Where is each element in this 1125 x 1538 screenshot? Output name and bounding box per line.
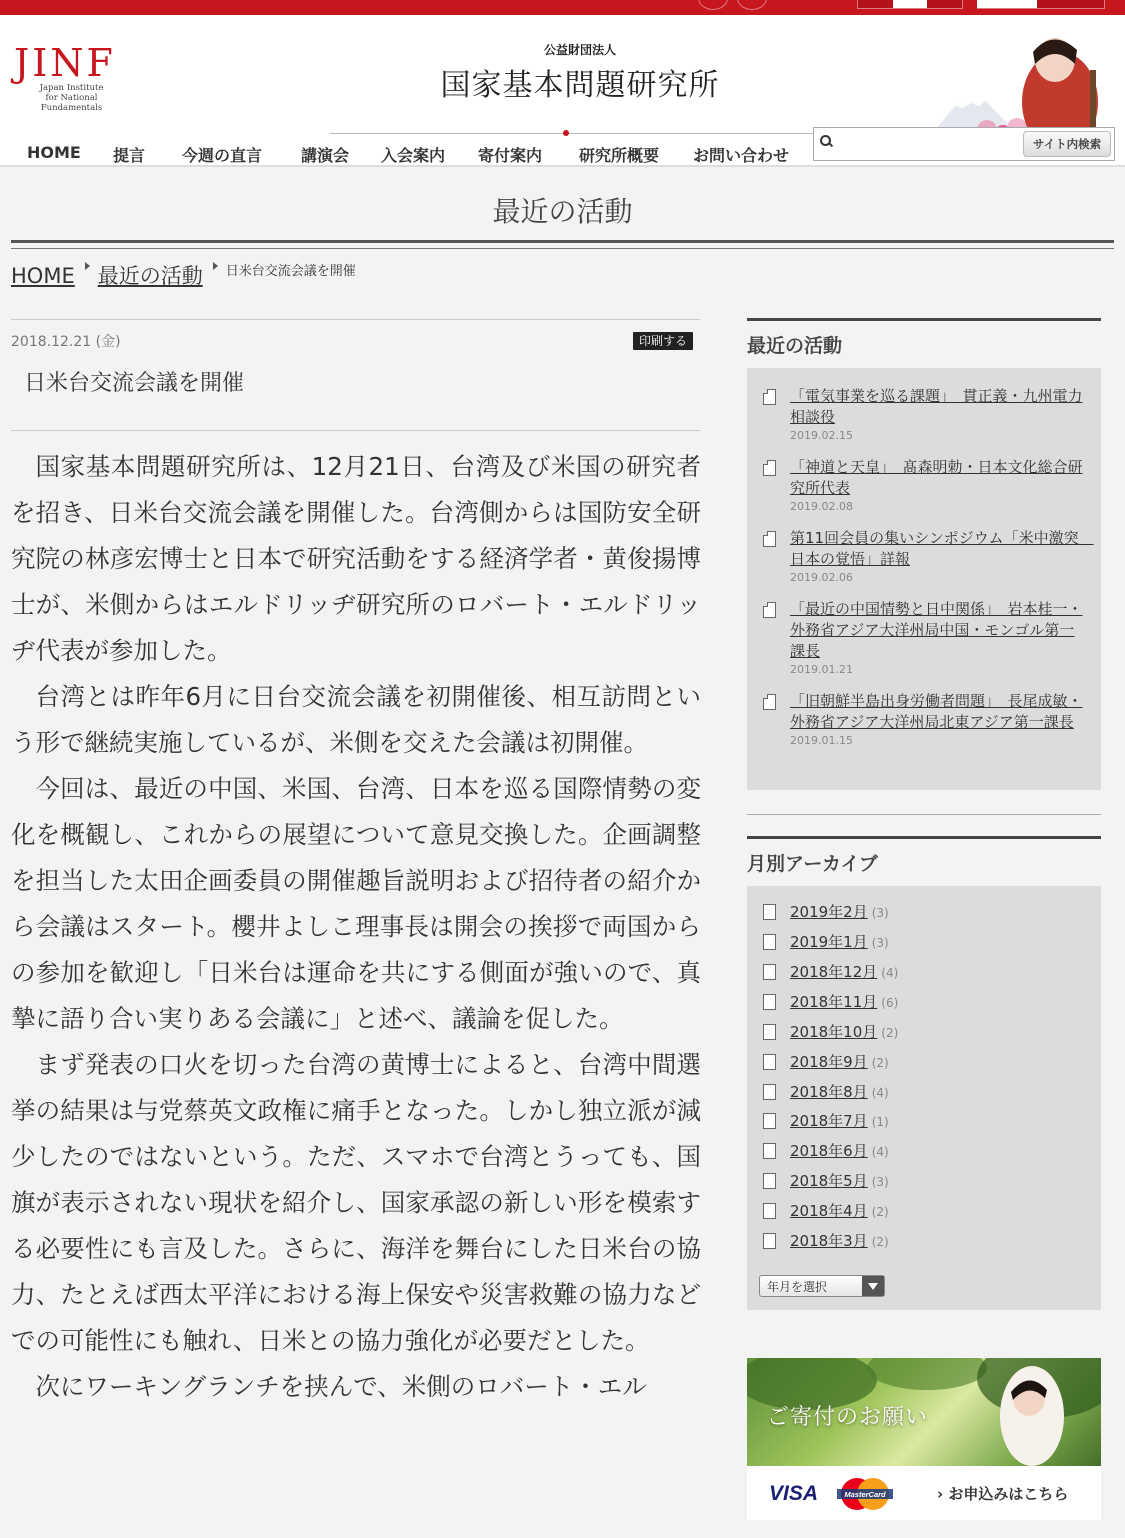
archive-month-select[interactable] xyxy=(759,1275,885,1297)
document-icon xyxy=(763,460,776,476)
archive-item xyxy=(763,931,889,952)
recent-item-link[interactable]: 「旧朝鮮半島出身労働者問題」 長尾成敏・外務省アジア大洋州局北東アジア第一課長 xyxy=(790,692,1083,731)
document-icon xyxy=(763,1203,776,1219)
mastercard-logo-text: MasterCard xyxy=(844,1490,886,1499)
recent-item-date: 2019.02.08 xyxy=(790,500,853,513)
recent-item-date: 2019.02.06 xyxy=(790,571,853,584)
nav-donation[interactable]: 寄付案内 xyxy=(478,146,543,165)
document-icon xyxy=(763,1233,776,1249)
breadcrumb-section[interactable]: 最近の活動 xyxy=(97,264,203,288)
recent-item xyxy=(763,691,1083,747)
document-icon xyxy=(763,1084,776,1100)
archive-item xyxy=(763,1140,889,1161)
article-paragraph: 今回は、最近の中国、米国、台湾、日本を巡る国際情勢の変化を概観し、これからの展望について意見交換した。企画調整を担当した太田企画委員の開催趣旨説明および招待者の紹介から会議はスタート。櫻井よしこ理事長は開会の挨拶で両国からの参加を歓迎し「日米台は運命を共にする側面が強いので、真摯に語り合い実りある会議に」と述べ、議論を促した。 xyxy=(11,774,701,1033)
article-paragraph: 国家基本問題研究所は、12月21日、台湾及び米国の研究者を招き、日米台交流会議を開催した。台湾側からは国防安全研究院の林彦宏博士と日本で研究活動をする経済学者・黄俊揚博士が、米側からはエルドリッヂ研究所のロバート・エルドリッヂ代表が参加した。 xyxy=(11,452,701,665)
recent-item-link[interactable]: 「最近の中国情勢と日中関係」 岩本桂一・外務省アジア大洋州局中国・モンゴル第一課長 xyxy=(790,600,1083,660)
document-icon xyxy=(763,389,776,405)
document-icon xyxy=(763,904,776,920)
recent-panel xyxy=(747,368,1101,790)
archive-count: (2) xyxy=(881,1026,899,1040)
archive-link[interactable]: 2018年4月 xyxy=(790,1202,868,1220)
donation-banner-text: ご寄付のお願い xyxy=(767,1405,929,1430)
logo-text: JINF xyxy=(14,41,116,85)
chevron-down-icon xyxy=(862,1276,884,1296)
breadcrumb-home[interactable]: HOME xyxy=(11,264,75,288)
archive-item xyxy=(763,1081,889,1102)
archive-link[interactable]: 2019年2月 xyxy=(790,903,868,921)
site-logo[interactable] xyxy=(14,43,154,113)
recent-item-link[interactable]: 第11回会員の集いシンポジウム「米中激突 日本の覚悟」詳報 xyxy=(790,529,1094,568)
search-icon xyxy=(820,135,831,146)
archive-panel xyxy=(747,886,1101,1310)
site-search xyxy=(813,127,1115,161)
article-paragraph: 次にワーキングランチを挟んで、米側のロバート・エル xyxy=(35,1372,647,1401)
archive-link[interactable]: 2018年7月 xyxy=(790,1112,868,1130)
document-icon xyxy=(763,1113,776,1129)
donation-apply-text: お申込みはこちら xyxy=(948,1485,1069,1503)
font-size-toggle-active[interactable] xyxy=(893,0,927,8)
archive-count: (3) xyxy=(871,936,889,950)
document-icon xyxy=(763,531,776,547)
archive-count: (2) xyxy=(871,1205,889,1219)
social-button-1[interactable] xyxy=(698,0,728,10)
visa-logo: VISA xyxy=(769,1482,819,1505)
article-date: 2018.12.21 (金) xyxy=(11,334,121,350)
top-red-bar xyxy=(0,0,1125,15)
recent-item-link[interactable]: 「神道と天皇」 髙森明勅・日本文化総合研究所代表 xyxy=(790,458,1083,497)
document-icon xyxy=(763,602,776,618)
nav-membership[interactable]: 入会案内 xyxy=(381,146,446,165)
search-input[interactable] xyxy=(838,130,1017,156)
archive-link[interactable]: 2018年9月 xyxy=(790,1053,868,1071)
recent-item xyxy=(763,386,1083,442)
recent-item-date: 2019.01.15 xyxy=(790,734,853,747)
document-icon xyxy=(763,964,776,980)
archive-link[interactable]: 2018年10月 xyxy=(790,1023,878,1041)
main-nav xyxy=(0,133,810,177)
nav-contact[interactable]: お問い合わせ xyxy=(693,146,790,165)
document-icon xyxy=(763,934,776,950)
article-top-rule xyxy=(11,319,700,320)
recent-item xyxy=(763,528,1094,584)
nav-weekly-column[interactable]: 今週の直言 xyxy=(182,146,263,165)
breadcrumb xyxy=(11,260,356,290)
document-icon xyxy=(763,1143,776,1159)
archive-link[interactable]: 2018年3月 xyxy=(790,1232,868,1250)
page-title-rule xyxy=(11,240,1114,249)
nav-home[interactable]: HOME xyxy=(27,143,81,162)
archive-count: (4) xyxy=(871,1145,889,1159)
recent-item-date: 2019.01.21 xyxy=(790,663,853,676)
recent-bottom-rule xyxy=(747,814,1101,815)
archive-link[interactable]: 2018年11月 xyxy=(790,993,878,1011)
sidebar-recent xyxy=(747,318,1101,747)
breadcrumb-arrow-icon xyxy=(213,262,218,270)
nav-proposals[interactable]: 提言 xyxy=(113,146,146,165)
payment-cards xyxy=(747,1466,1101,1520)
article-body xyxy=(11,444,701,1410)
document-icon xyxy=(763,694,776,710)
org-type: 公益財団法人 xyxy=(543,43,616,57)
article-paragraph: 台湾とは昨年6月に日台交流会議を初開催後、相互訪問という形で継続実施しているが、米側を交えた会議は初開催。 xyxy=(11,682,701,757)
archive-select-label: 年月を選択 xyxy=(767,1280,828,1294)
breadcrumb-current: 日米台交流会議を開催 xyxy=(225,264,356,279)
document-icon xyxy=(763,1054,776,1070)
logo-subtitle-1: Japan Institute xyxy=(39,83,104,93)
document-icon xyxy=(763,994,776,1010)
archive-link[interactable]: 2018年12月 xyxy=(790,963,878,981)
recent-item-link[interactable]: 「電気事業を巡る課題」 貫正義・九州電力相談役 xyxy=(790,387,1083,426)
archive-link[interactable]: 2019年1月 xyxy=(790,933,868,951)
search-button[interactable]: サイト内検索 xyxy=(1023,131,1111,157)
nav-lectures[interactable]: 講演会 xyxy=(301,146,350,165)
organization-name xyxy=(330,41,830,104)
chevron-right-icon: › xyxy=(937,1485,944,1503)
print-button[interactable]: 印刷する xyxy=(633,332,693,350)
archive-item xyxy=(763,1200,889,1221)
logo-subtitle-2: for National Fundamentals xyxy=(40,93,103,113)
archive-item xyxy=(763,1230,889,1251)
mastercard-logo xyxy=(835,1476,895,1512)
language-toggle-active[interactable] xyxy=(977,0,1037,8)
sidebar-archive xyxy=(747,836,1101,1294)
page-title: 最近の活動 xyxy=(492,195,633,228)
archive-count: (3) xyxy=(871,1175,889,1189)
archive-count: (2) xyxy=(871,1235,889,1249)
social-button-2[interactable] xyxy=(737,0,767,10)
archive-heading: 月別アーカイブ xyxy=(747,836,1101,885)
archive-link[interactable]: 2018年5月 xyxy=(790,1172,868,1190)
article-paragraph: まず発表の口火を切った台湾の黄博士によると、台湾中間選挙の結果は与党蔡英文政権に痛手となった。しかし独立派が減少したのではないという。ただ、スマホで台湾とうっても、国旗が表示されない現状を紹介し、国家承認の新しい形を模索する必要性にも言及した。さらに、海洋を舞台にした日米台の協力、たとえば西太平洋における海上保安や災害救難の協力などでの可能性にも触れ、日米との協力強化が必要だとした。 xyxy=(11,1050,701,1355)
archive-count: (3) xyxy=(871,906,889,920)
archive-link[interactable]: 2018年8月 xyxy=(790,1083,868,1101)
recent-heading: 最近の活動 xyxy=(747,318,1101,367)
nav-about[interactable]: 研究所概要 xyxy=(579,146,660,165)
archive-count: (4) xyxy=(871,1086,889,1100)
document-icon xyxy=(763,1173,776,1189)
archive-item xyxy=(763,1170,889,1191)
header-portrait-image xyxy=(905,30,1115,142)
archive-item xyxy=(763,1021,898,1042)
article-title: 日米台交流会議を開催 xyxy=(24,371,245,396)
recent-item xyxy=(763,599,1083,676)
header-divider xyxy=(0,165,1125,167)
archive-link[interactable]: 2018年6月 xyxy=(790,1142,868,1160)
archive-count: (4) xyxy=(881,966,899,980)
archive-count: (2) xyxy=(871,1056,889,1070)
archive-item xyxy=(763,1110,889,1131)
recent-item-date: 2019.02.15 xyxy=(790,429,853,442)
donation-banner-photo xyxy=(747,1358,1101,1466)
archive-item xyxy=(763,991,898,1012)
article-title-rule xyxy=(11,430,700,431)
donation-banner[interactable] xyxy=(747,1358,1101,1520)
document-icon xyxy=(763,1024,776,1040)
archive-item xyxy=(763,1051,889,1072)
donation-apply-link[interactable] xyxy=(937,1483,1068,1504)
archive-item xyxy=(763,961,898,982)
archive-count: (1) xyxy=(871,1115,889,1129)
archive-item xyxy=(763,901,889,922)
recent-item xyxy=(763,457,1083,513)
archive-count: (6) xyxy=(881,996,899,1010)
org-title: 国家基本問題研究所 xyxy=(440,68,720,103)
breadcrumb-arrow-icon xyxy=(85,262,90,270)
